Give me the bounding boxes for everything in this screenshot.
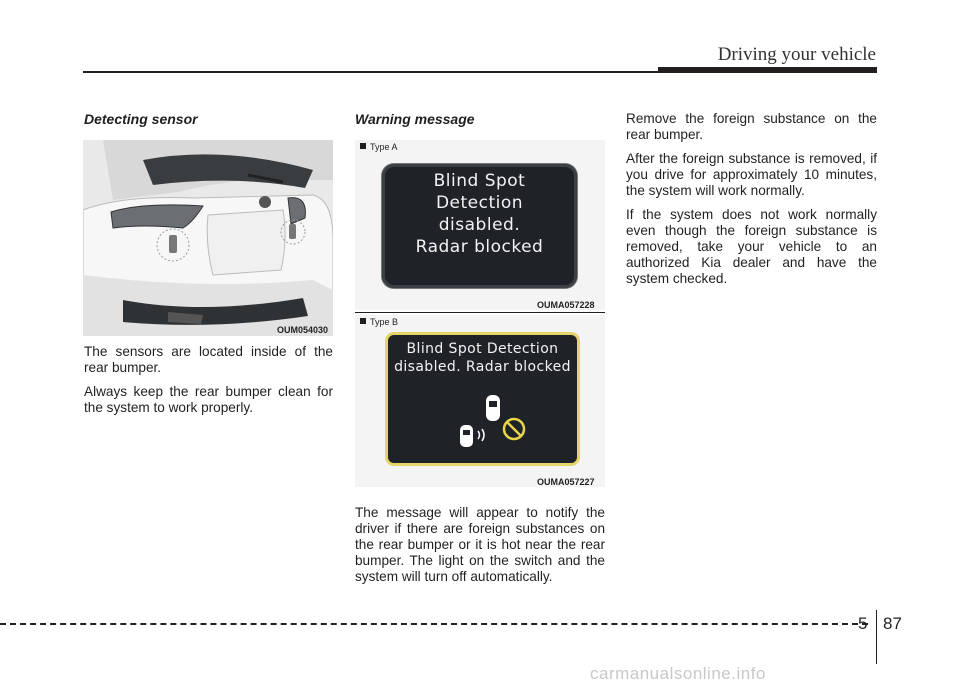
paragraph: Remove the foreign substance on the rear bumper. (626, 111, 877, 142)
type-a-label: Type A (360, 142, 398, 152)
paragraph: After the foreign substance is removed, if you drive for approximately 10 minutes, the system will work normally. (626, 151, 877, 198)
figure-code: OUM054030 (277, 325, 329, 335)
suv-rear-illustration (83, 140, 333, 336)
type-a-display (382, 164, 577, 288)
paragraph: The message will appear to notify the driver if there are foreign substances on the rear bumper or it is hot near the rear bumper. The light on the switch and the system will turn off automatically. (355, 505, 605, 584)
figure-divider (355, 312, 605, 313)
watermark: carmanualsonline.info (590, 664, 766, 683)
detecting-sensor-heading: Detecting sensor (84, 111, 198, 127)
chapter-number: 5 (858, 614, 868, 633)
type-b-display (388, 335, 577, 463)
header-rule-thick (658, 67, 877, 73)
paragraph: Always keep the rear bumper clean for the system to work properly. (84, 384, 333, 415)
warning-message-heading: Warning message (355, 111, 475, 127)
message-line: Detection (435, 193, 524, 213)
message-line: disabled. (438, 215, 521, 235)
message-line: disabled. Radar blocked (394, 359, 571, 375)
page-number-divider (876, 610, 877, 664)
radar-blocked-icon (456, 391, 536, 455)
message-line: Blind Spot Detection (406, 341, 559, 357)
paragraph: The sensors are located inside of the rear bumper. (84, 344, 333, 375)
figure-code: OUMA057227 (537, 477, 595, 487)
middle-body (355, 505, 605, 593)
section-title: Driving your vehicle (717, 44, 876, 65)
rear-bumper-figure (83, 140, 333, 336)
message-line: Radar blocked (415, 237, 544, 257)
message-line: Blind Spot (433, 171, 526, 191)
figure-code: OUMA057228 (537, 300, 595, 310)
left-body (84, 344, 333, 424)
page-number: 87 (883, 614, 902, 633)
header-rule (83, 71, 663, 73)
footer-rule (0, 623, 868, 625)
right-body (626, 111, 877, 295)
paragraph: If the system does not work normally even though the foreign substance is removed, take your vehicle to an authorized Kia dealer and have the system checked. (626, 207, 877, 286)
type-b-label: Type B (360, 317, 398, 327)
